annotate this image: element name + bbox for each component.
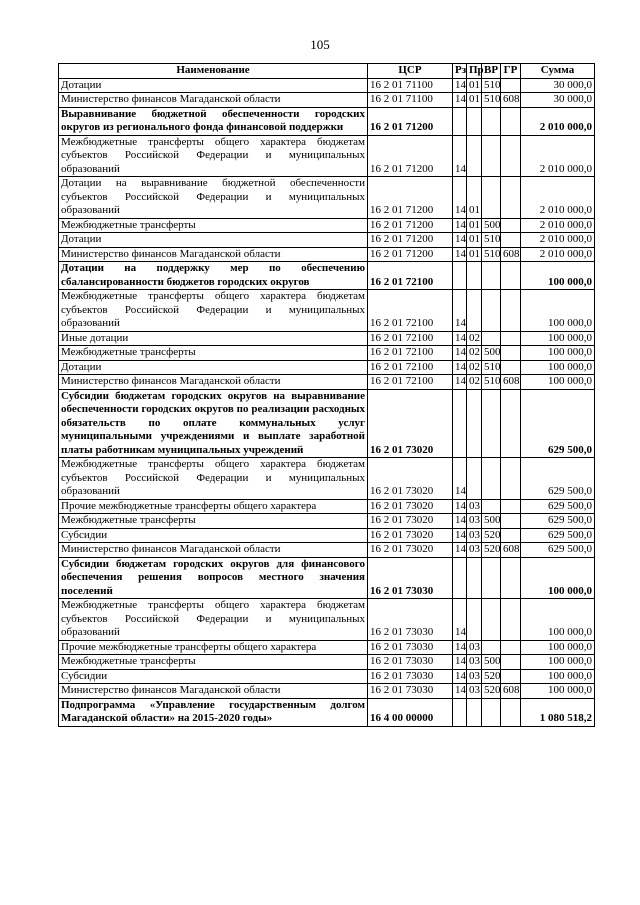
cell-sum: 2 010 000,0 [521,177,595,219]
cell-rz [453,389,467,458]
cell-name: Иные дотации [59,331,368,346]
cell-name: Дотации на поддержку мер по обеспечению сбалансированности бюджетов городских округов [59,262,368,290]
table-row [59,375,595,390]
cell-gr [501,499,521,514]
cell-rz: 14 [453,375,467,390]
cell-sum: 100 000,0 [521,557,595,599]
cell-name: Министерство финансов Магаданской области [59,247,368,262]
header-rz: Рз [453,64,467,79]
cell-sum: 629 500,0 [521,499,595,514]
cell-name: Межбюджетные трансферты общего характера бюджетам субъектов Российской Федерации и муниципальных образований [59,290,368,332]
cell-rz: 14 [453,655,467,670]
cell-csr: 16 2 01 73030 [368,640,453,655]
cell-sum: 629 500,0 [521,543,595,558]
cell-pr: 01 [467,93,482,108]
cell-gr: 608 [501,375,521,390]
cell-gr [501,698,521,726]
cell-csr: 16 2 01 73030 [368,669,453,684]
cell-pr: 01 [467,233,482,248]
cell-csr: 16 2 01 72100 [368,360,453,375]
cell-sum: 100 000,0 [521,684,595,699]
cell-gr [501,78,521,93]
table-row [59,177,595,219]
cell-gr [501,331,521,346]
table-header-row [59,64,595,79]
cell-name: Министерство финансов Магаданской области [59,684,368,699]
cell-sum: 30 000,0 [521,78,595,93]
cell-name: Дотации [59,78,368,93]
cell-name: Межбюджетные трансферты общего характера бюджетам субъектов Российской Федерации и муниципальных образований [59,135,368,177]
cell-name: Дотации [59,233,368,248]
table-row [59,640,595,655]
cell-gr [501,290,521,332]
cell-vr: 510 [482,247,501,262]
table-row [59,93,595,108]
cell-name: Межбюджетные трансферты [59,346,368,361]
table-row [59,247,595,262]
cell-gr [501,360,521,375]
table-row [59,514,595,529]
cell-vr: 510 [482,78,501,93]
cell-pr: 03 [467,669,482,684]
cell-vr [482,177,501,219]
cell-gr [501,177,521,219]
cell-rz [453,698,467,726]
cell-csr: 16 2 01 73020 [368,514,453,529]
header-gr: ГР [501,64,521,79]
cell-csr: 16 2 01 73020 [368,543,453,558]
cell-vr [482,262,501,290]
cell-vr [482,698,501,726]
cell-sum: 30 000,0 [521,93,595,108]
cell-sum: 629 500,0 [521,389,595,458]
cell-pr: 01 [467,218,482,233]
cell-sum: 629 500,0 [521,514,595,529]
table-row [59,290,595,332]
cell-name: Дотации [59,360,368,375]
cell-rz: 14 [453,684,467,699]
table-row [59,233,595,248]
cell-gr [501,107,521,135]
table-row [59,346,595,361]
table-row [59,389,595,458]
table-row [59,458,595,500]
cell-pr: 03 [467,684,482,699]
table-row [59,557,595,599]
cell-gr [501,528,521,543]
budget-table [58,63,595,727]
cell-pr: 01 [467,177,482,219]
cell-vr: 500 [482,655,501,670]
cell-pr: 02 [467,375,482,390]
cell-vr: 520 [482,669,501,684]
cell-vr: 510 [482,375,501,390]
cell-vr [482,557,501,599]
cell-sum: 1 080 518,2 [521,698,595,726]
cell-csr: 16 2 01 71100 [368,78,453,93]
cell-csr: 16 2 01 71200 [368,233,453,248]
table-row [59,655,595,670]
cell-csr: 16 2 01 71200 [368,218,453,233]
cell-rz: 14 [453,528,467,543]
cell-gr [501,640,521,655]
cell-pr: 03 [467,514,482,529]
cell-vr: 510 [482,233,501,248]
cell-vr [482,107,501,135]
cell-csr: 16 2 01 71200 [368,177,453,219]
cell-rz [453,107,467,135]
cell-gr [501,389,521,458]
cell-vr [482,458,501,500]
table-row [59,360,595,375]
cell-rz: 14 [453,669,467,684]
cell-pr: 03 [467,528,482,543]
header-pr: Пр [467,64,482,79]
cell-csr: 16 4 00 00000 [368,698,453,726]
table-row [59,528,595,543]
cell-pr [467,557,482,599]
cell-pr [467,290,482,332]
cell-csr: 16 2 01 73030 [368,684,453,699]
header-vr: ВР [482,64,501,79]
cell-sum: 2 010 000,0 [521,233,595,248]
cell-csr: 16 2 01 71200 [368,247,453,262]
cell-pr [467,458,482,500]
cell-sum: 100 000,0 [521,331,595,346]
cell-pr: 03 [467,543,482,558]
cell-name: Субсидии [59,528,368,543]
table-row [59,669,595,684]
page-number: 105 [310,37,330,52]
cell-gr [501,655,521,670]
cell-csr: 16 2 01 72100 [368,290,453,332]
cell-name: Межбюджетные трансферты [59,218,368,233]
cell-pr: 01 [467,78,482,93]
table-row [59,135,595,177]
table-row [59,684,595,699]
cell-vr [482,290,501,332]
cell-sum: 100 000,0 [521,360,595,375]
cell-vr: 520 [482,543,501,558]
cell-csr: 16 2 01 72100 [368,331,453,346]
cell-gr [501,458,521,500]
cell-rz: 14 [453,218,467,233]
cell-csr: 16 2 01 71200 [368,135,453,177]
cell-name: Субсидии [59,669,368,684]
cell-csr: 16 2 01 72100 [368,346,453,361]
cell-csr: 16 2 01 72100 [368,262,453,290]
cell-name: Субсидии бюджетам городских округов на выравнивание обеспеченности городских округов по реализации расходных обязательств по оплате коммунальных услуг муниципальными учреждениями и выплате заработной платы работникам муниципальных учреждений [59,389,368,458]
cell-pr [467,262,482,290]
cell-csr: 16 2 01 73020 [368,499,453,514]
cell-sum: 100 000,0 [521,599,595,641]
cell-rz [453,262,467,290]
cell-sum: 2 010 000,0 [521,135,595,177]
cell-sum: 629 500,0 [521,458,595,500]
cell-gr: 608 [501,247,521,262]
table-row [59,218,595,233]
cell-sum: 100 000,0 [521,669,595,684]
cell-rz: 14 [453,514,467,529]
cell-gr: 608 [501,684,521,699]
cell-pr [467,135,482,177]
table-row [59,331,595,346]
cell-csr: 16 2 01 72100 [368,375,453,390]
header-csr: ЦСР [368,64,453,79]
cell-name: Межбюджетные трансферты общего характера бюджетам субъектов Российской Федерации и муниципальных образований [59,458,368,500]
cell-pr [467,389,482,458]
table-row [59,107,595,135]
cell-rz: 14 [453,135,467,177]
cell-vr: 510 [482,93,501,108]
table-row [59,698,595,726]
cell-rz: 14 [453,233,467,248]
cell-vr [482,499,501,514]
cell-csr: 16 2 01 71200 [368,107,453,135]
cell-name: Межбюджетные трансферты [59,514,368,529]
cell-pr: 03 [467,640,482,655]
cell-pr [467,107,482,135]
cell-pr: 02 [467,360,482,375]
cell-csr: 16 2 01 73020 [368,389,453,458]
cell-gr [501,557,521,599]
cell-vr [482,389,501,458]
cell-gr [501,514,521,529]
cell-rz: 14 [453,177,467,219]
cell-vr: 500 [482,218,501,233]
cell-vr: 520 [482,684,501,699]
cell-sum: 2 010 000,0 [521,107,595,135]
cell-vr [482,599,501,641]
cell-gr: 608 [501,543,521,558]
cell-name: Подпрограмма «Управление государственным долгом Магаданской области» на 2015-2020 годы» [59,698,368,726]
cell-vr: 520 [482,528,501,543]
cell-name: Прочие межбюджетные трансферты общего характера [59,640,368,655]
cell-rz: 14 [453,93,467,108]
cell-vr: 500 [482,346,501,361]
cell-pr: 02 [467,331,482,346]
cell-rz [453,557,467,599]
cell-sum: 2 010 000,0 [521,247,595,262]
table-row [59,262,595,290]
cell-csr: 16 2 01 73020 [368,528,453,543]
cell-name: Выравнивание бюджетной обеспеченности городских округов из регионального фонда финансовой поддержки [59,107,368,135]
cell-csr: 16 2 01 73020 [368,458,453,500]
cell-name: Дотации на выравнивание бюджетной обеспеченности субъектов Российской Федерации и муниципальных образований [59,177,368,219]
cell-vr: 500 [482,514,501,529]
cell-gr [501,346,521,361]
cell-rz: 14 [453,78,467,93]
cell-rz: 14 [453,247,467,262]
cell-sum: 100 000,0 [521,262,595,290]
cell-csr: 16 2 01 73030 [368,655,453,670]
cell-vr [482,640,501,655]
cell-pr [467,698,482,726]
cell-rz: 14 [453,640,467,655]
table-body [59,78,595,726]
cell-vr [482,331,501,346]
cell-rz: 14 [453,499,467,514]
cell-sum: 100 000,0 [521,655,595,670]
table-row [59,543,595,558]
table-row [59,499,595,514]
cell-csr: 16 2 01 71100 [368,93,453,108]
cell-sum: 100 000,0 [521,640,595,655]
cell-csr: 16 2 01 73030 [368,599,453,641]
cell-pr: 03 [467,655,482,670]
cell-gr [501,669,521,684]
cell-name: Министерство финансов Магаданской области [59,543,368,558]
header-name: Наименование [59,64,368,79]
cell-rz: 14 [453,458,467,500]
cell-name: Субсидии бюджетам городских округов для финансового обеспечения решения вопросов местного значения поселений [59,557,368,599]
cell-name: Министерство финансов Магаданской области [59,375,368,390]
cell-rz: 14 [453,599,467,641]
cell-sum: 100 000,0 [521,290,595,332]
cell-sum: 629 500,0 [521,528,595,543]
cell-rz: 14 [453,346,467,361]
cell-name: Министерство финансов Магаданской области [59,93,368,108]
cell-vr [482,135,501,177]
cell-pr: 01 [467,247,482,262]
cell-name: Межбюджетные трансферты [59,655,368,670]
cell-gr [501,233,521,248]
cell-gr [501,135,521,177]
header-sum: Сумма [521,64,595,79]
cell-rz: 14 [453,360,467,375]
cell-gr [501,262,521,290]
cell-sum: 100 000,0 [521,346,595,361]
cell-csr: 16 2 01 73030 [368,557,453,599]
cell-gr: 608 [501,93,521,108]
cell-pr: 02 [467,346,482,361]
cell-gr [501,218,521,233]
table-row [59,78,595,93]
cell-rz: 14 [453,543,467,558]
cell-sum: 2 010 000,0 [521,218,595,233]
cell-pr [467,599,482,641]
cell-vr: 510 [482,360,501,375]
table-row [59,599,595,641]
cell-rz: 14 [453,290,467,332]
cell-name: Межбюджетные трансферты общего характера бюджетам субъектов Российской Федерации и муниципальных образований [59,599,368,641]
cell-pr: 03 [467,499,482,514]
cell-sum: 100 000,0 [521,375,595,390]
cell-gr [501,599,521,641]
cell-rz: 14 [453,331,467,346]
cell-name: Прочие межбюджетные трансферты общего характера [59,499,368,514]
